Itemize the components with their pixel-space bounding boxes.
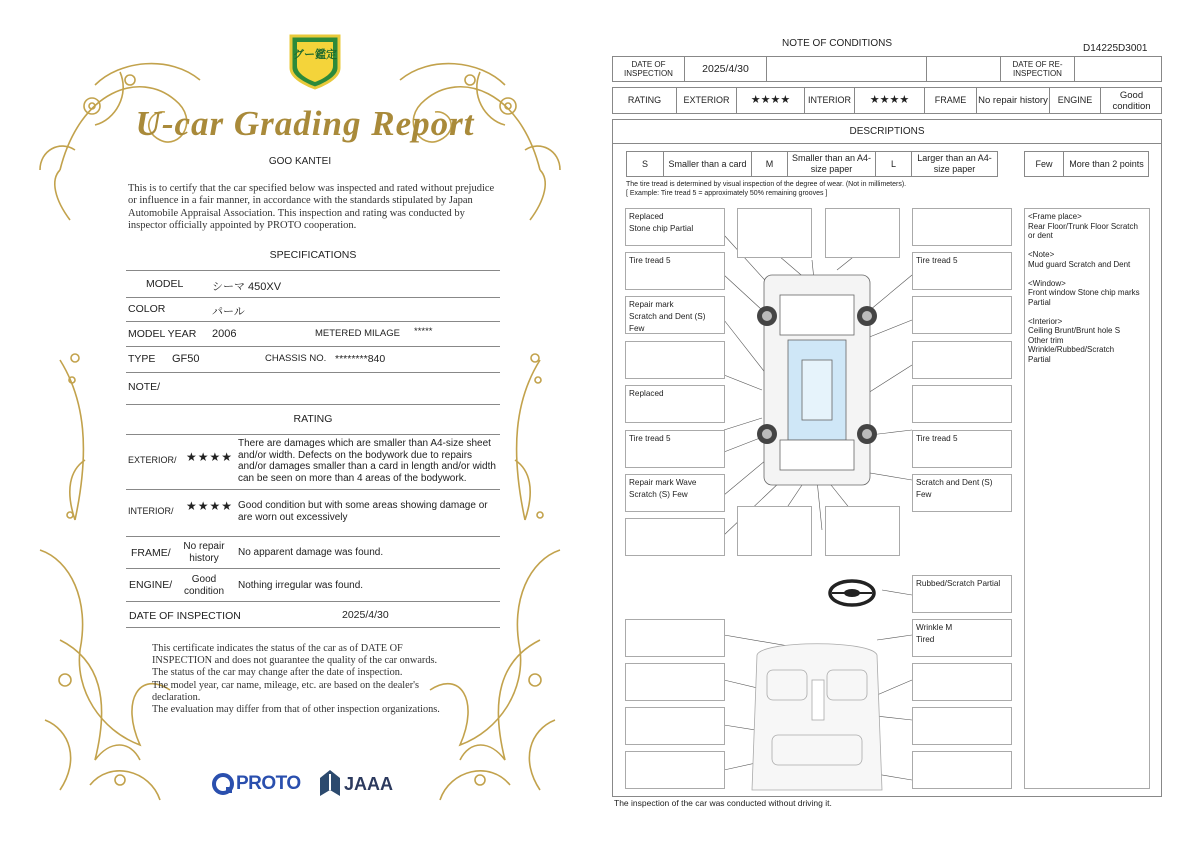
exterior-label: EXTERIOR/ [128, 455, 177, 465]
model-year-label: MODEL YEAR [128, 328, 197, 340]
engine-value: Good condition [183, 574, 225, 597]
note-box-rear-left: Repair mark Wave Scratch (S) Few [625, 474, 725, 512]
note-box-tire-front-right: Tire tread 5 [912, 252, 1012, 290]
inspection-date-row: DATE OF INSPECTION 2025/4/30 DATE OF RE-INSPECTION [612, 56, 1162, 82]
specifications-heading: SPECIFICATIONS [269, 249, 357, 261]
rating-row: RATING EXTERIOR ★★★★ INTERIOR ★★★★ FRAME No repair history ENGINE Good condition [612, 87, 1162, 114]
color-value: パール [212, 306, 245, 318]
note-box-interior-right-2 [912, 663, 1012, 701]
note-box-left-front-door: Repair mark Scratch and Dent (S) Few [625, 296, 725, 334]
frame-label: FRAME/ [131, 547, 171, 559]
proto-logo: PROTO [212, 772, 312, 796]
chassis-label: CHASSIS NO. [265, 353, 327, 364]
note-label: NOTE/ [128, 381, 161, 393]
note-box-interior-left-4 [625, 751, 725, 789]
note-box-right-mid [912, 341, 1012, 379]
note-box-tire-rear-right: Tire tread 5 [912, 430, 1012, 468]
report-subtitle: GOO KANTEI [268, 156, 332, 167]
note-box-steering: Rubbed/Scratch Partial [912, 575, 1012, 613]
note-box-front-top-right [825, 208, 900, 258]
model-value: シーマ 450XV [212, 281, 282, 293]
note-box-front-seat-right: Wrinkle M Tired [912, 619, 1012, 657]
interior-stars: ★★★★ [186, 499, 234, 513]
interior-label: INTERIOR/ [128, 506, 174, 516]
note-box-rear-bottom-right [825, 506, 900, 556]
milage-value: ***** [414, 326, 433, 337]
note-box-tire-front-left: Tire tread 5 [625, 252, 725, 290]
note-box-left-mid [625, 341, 725, 379]
jaaa-mark-icon [320, 770, 340, 796]
certificate-footer: This certificate indicates the status of the car as of DATE OF INSPECTION and does not guarantee the quality of the car onwards. The status of the car may change after the date of inspection. The model year, car name, mileage, etc. are based on the dealer's declaration. The evaluation may differ from that of other inspection organizations. [152, 643, 440, 716]
engine-description: Nothing irregular was found. [238, 580, 364, 591]
note-box-rear-right: Scratch and Dent (S) Few [912, 474, 1012, 512]
exterior-description: There are damages which are smaller than A4-size sheet and/or width. Defects on the bodywork due to repairs and/or damages smaller than a card in length and/or width can be seen on more than 4 areas of the bodywork. [238, 438, 496, 484]
exterior-stars: ★★★★ [186, 450, 234, 464]
note-box-interior-left-3 [625, 707, 725, 745]
report-title: U-car Grading Report [135, 104, 475, 143]
engine-label: ENGINE/ [129, 579, 173, 591]
frame-value: No repair history [183, 541, 225, 564]
inspection-date-value: 2025/4/30 [342, 609, 389, 621]
frame-description: No apparent damage was found. [238, 547, 384, 558]
note-box-interior-left-2 [625, 663, 725, 701]
color-label: COLOR [128, 303, 166, 315]
notes-column: <Frame place> Rear Floor/Trunk Floor Scratch or dent <Note> Mud guard Scratch and Dent <Window> Front window Stone chip marks Partial <Interior> Ceiling Brunt/Brunt hole S Other trim Wrinkle/Rubbed/Scratch Partial [1024, 208, 1150, 789]
milage-label: METERED MILAGE [315, 328, 400, 339]
logo-text: グー鑑定 [293, 49, 337, 61]
chassis-value: ********840 [335, 353, 386, 365]
type-label: TYPE [128, 353, 156, 365]
jaaa-logo: JAAA [320, 770, 400, 798]
rating-heading: RATING [293, 413, 333, 425]
note-box-interior-right-3 [912, 707, 1012, 745]
descriptions-heading: DESCRIPTIONS [612, 120, 1162, 144]
document-id: D14225D3001 [1083, 43, 1148, 54]
size-legend: S Smaller than a card M Smaller than an A4-size paper L Larger than an A4-size paper [626, 151, 998, 177]
note-box-rear-bottom-left [737, 506, 812, 556]
note-box-rear-left-low [625, 518, 725, 556]
note-box-interior-right-4 [912, 751, 1012, 789]
interior-description: Good condition but with some areas showing damage or are worn out excessively [238, 500, 488, 523]
steering-wheel-icon [830, 581, 874, 605]
note-box-right-front-door [912, 296, 1012, 334]
inspection-footer-note: The inspection of the car was conducted without driving it. [614, 798, 832, 808]
tire-note: The tire tread is determined by visual inspection of the degree of wear. (Not in millimeters). [ Example: Tire tread 5 = approximately 50% remaining grooves ] [626, 181, 907, 197]
note-box-tire-rear-left: Tire tread 5 [625, 430, 725, 468]
goo-kantei-logo [287, 30, 343, 90]
conditions-title: NOTE OF CONDITIONS [782, 38, 892, 49]
type-value: GF50 [172, 353, 200, 365]
note-box-front-right [912, 208, 1012, 246]
few-legend: Few More than 2 points [1024, 151, 1149, 177]
note-box-left-rear-door: Replaced [625, 385, 725, 423]
inspection-date-label: DATE OF INSPECTION [129, 610, 241, 622]
note-box-front-top-left [737, 208, 812, 258]
note-box-front-left: Replaced Stone chip Partial [625, 208, 725, 246]
note-box-right-rear-door [912, 385, 1012, 423]
model-label: MODEL [146, 278, 184, 290]
note-box-interior-left-1 [625, 619, 725, 657]
model-year-value: 2006 [212, 328, 237, 340]
certificate-intro: This is to certify that the car specified below was inspected and rated without prejudice or influence in a fair manner, in accordance with the standards stipulated by Japan Automobile Appraisal Association. This inspection and rating was conducted by inspector officially appointed by PROTO cooperation. [128, 183, 495, 232]
proto-mark-icon [212, 773, 234, 795]
